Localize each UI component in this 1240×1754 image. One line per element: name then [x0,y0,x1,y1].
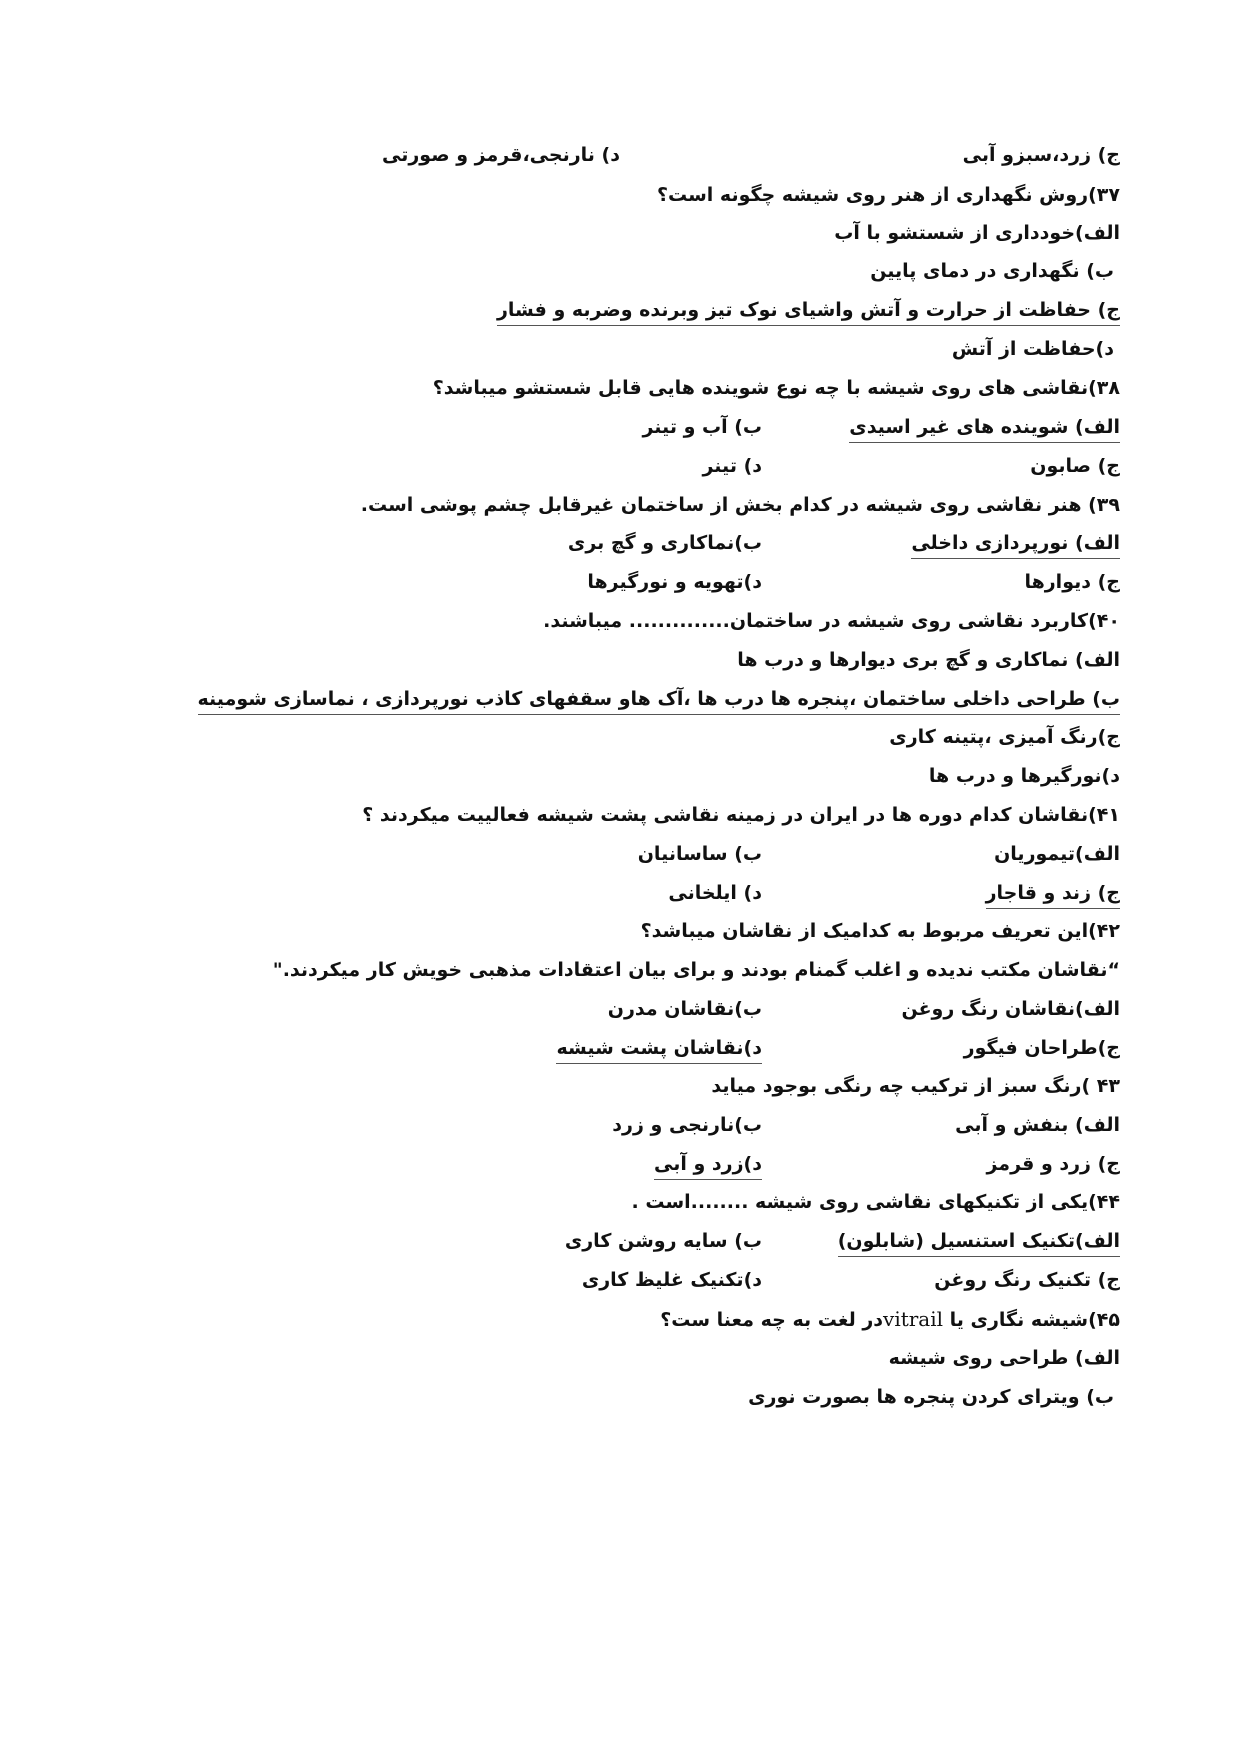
q39-option-d: د)تهویه و نورگیرها [587,571,762,593]
q45-question-post: در لغت به چه معنا ست؟ [660,1309,884,1331]
q36-options-row-2 [963,142,1120,168]
q44-question: ۴۴)یکی از تکنیکهای نقاشی روی شیشه ........است . [631,1191,1120,1213]
q43-question: ۴۳ )رنگ سبز از ترکیب چه رنگی بوجود میاید [711,1075,1120,1097]
q36-option-c: ج) زرد،سبزو آبی [962,144,1120,166]
q43-option-b: ب)نارنجی و زرد [612,1114,762,1136]
q41-option-d: د) ایلخانی [668,882,762,904]
q39-option-a-answer: الف) نورپردازی داخلی [911,532,1120,559]
q42-option-d-answer: د)نقاشان پشت شیشه [556,1037,762,1064]
q37-option-a: الف)خودداری از شستشو با آب [834,222,1120,244]
q39-question: ۳۹) هنر نقاشی روی شیشه در کدام بخش از ساختمان غیرقابل چشم پوشی است. [360,494,1120,516]
q41-question: ۴۱)نقاشان کدام دوره ها در ایران در زمینه نقاشی پشت شیشه فعالییت میکردند ؟ [362,804,1120,826]
q38-option-c: ج) صابون [1030,455,1120,477]
q45-question [660,1306,1120,1333]
q42-question: ۴۲)این تعریف مربوط به کدامیک از نقاشان میباشد؟ [640,920,1120,942]
q43-option-d-answer: د)زرد و آبی [654,1153,762,1180]
q39-option-b: ب)نماکاری و گچ بری [567,532,762,554]
q38-question: ۳۸)نقاشی های روی شیشه با چه نوع شوینده هایی قابل شستشو میباشد؟ [432,377,1120,399]
q36-option-d: د) نارنجی،قرمز و صورتی [382,144,620,166]
q40-question: ۴۰)کاربرد نقاشی روی شیشه در ساختمان.............. میباشند. [543,610,1120,632]
q40-option-c: ج)رنگ آمیزی ،پتینه کاری [889,726,1120,748]
q43-option-a: الف) بنفش و آبی [955,1114,1120,1136]
q45-option-a: الف) طراحی روی شیشه [888,1347,1120,1369]
q45-question-pre: ۴۵)شیشه نگاری یا [943,1309,1120,1331]
q44-option-c: ج) تکنیک رنگ روغن [934,1269,1120,1291]
q45-question-latin: vitrail [883,1307,944,1331]
q44-option-d: د)تکنیک غلیظ کاری [581,1269,762,1291]
q42-option-a: الف)نقاشان رنگ روغن [901,998,1120,1020]
q40-option-d: د)نورگیرها و درب ها [928,765,1120,787]
q42-option-b: ب)نقاشان مدرن [607,998,762,1020]
q39-option-c: ج) دیوارها [1024,571,1120,593]
q37-question: ۳۷)روش نگهداری از هنر روی شیشه چگونه است؟ [656,184,1120,206]
q38-option-b: ب) آب و تینر [642,416,762,438]
q43-option-c: ج) زرد و قرمز [986,1153,1120,1175]
q40-option-b-answer: ب) طراحی داخلی ساختمان ،پنجره ها درب ها ،آک هاو سقفهای کاذب نورپردازی ، نماسازی شومینه [198,688,1120,715]
q37-option-c-answer: ج) حفاظت از حرارت و آتش واشیای نوک تیز وبرنده وضربه و فشار [497,299,1120,326]
q38-option-d: د) تینر [702,455,762,477]
q44-option-a-answer: الف)تکنیک استنسیل (شابلون) [838,1230,1120,1257]
q41-option-c-answer: ج) زند و قاجار [986,882,1120,909]
q37-option-d: د)حفاظت از آتش [951,338,1114,360]
q42-quote: “نقاشان مکتب ندیده و اغلب گمنام بودند و برای بیان اعتقادات مذهبی خویش کار میکردند." [272,959,1120,981]
q42-option-c: ج)طراحان فیگور [963,1037,1120,1059]
q41-option-a: الف)تیموریان [994,843,1120,865]
q41-option-b: ب) ساسانیان [637,843,762,865]
q36-option-d-wrap [382,142,620,168]
q45-option-b: ب) ویترای کردن پنجره ها بصورت نوری [748,1386,1114,1408]
q44-option-b: ب) سایه روشن کاری [564,1230,762,1252]
q38-option-a-answer: الف) شوینده های غیر اسیدی [849,416,1120,443]
q40-option-a: الف) نماکاری و گچ بری دیوارها و درب ها [737,649,1120,671]
q37-option-b: ب) نگهداری در دمای پایین [870,260,1114,282]
